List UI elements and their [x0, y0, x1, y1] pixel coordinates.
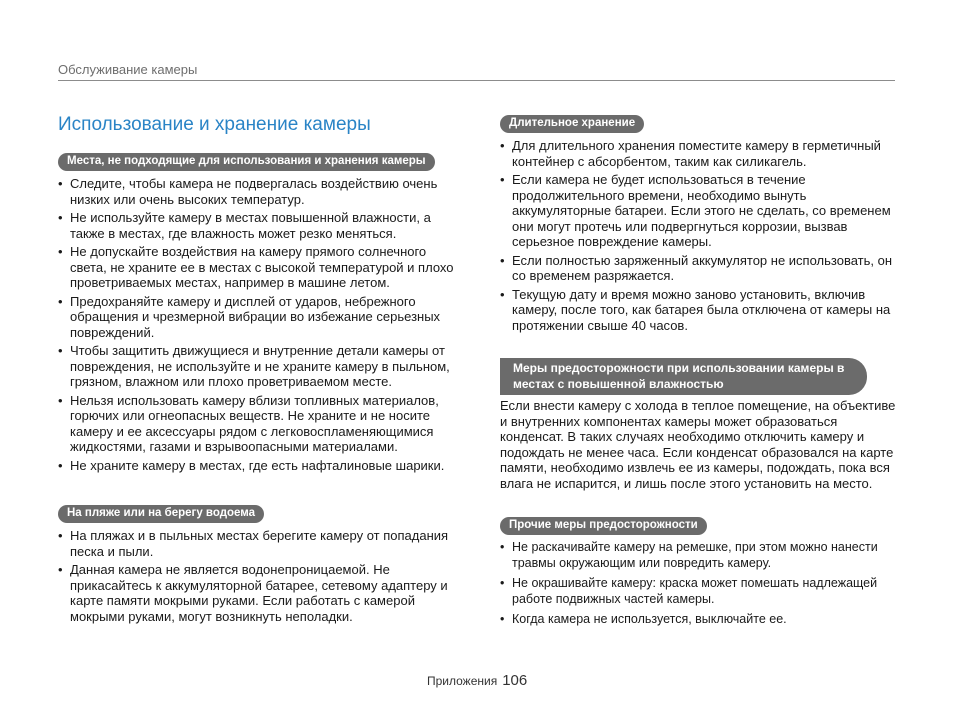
long-storage-list	[500, 138, 900, 333]
running-head: Обслуживание камеры	[58, 62, 198, 77]
list-item: • Предохраняйте камеру и дисплей от ударов, небрежного обращения и чрезмерной вибрации во избежание серьезных повреждений.	[58, 294, 458, 341]
list-item: • Нельзя использовать камеру вблизи топливных материалов, горючих или огнеопасных веществ. Не храните и не носите камеру и ее аксессуары рядом с легковоспламеняющимися жидкостями, газами и взрывоопасными материалами.	[58, 393, 458, 455]
list-item: • Текущую дату и время можно заново установить, включив камеру, после того, как батарея была отключена от камеры на протяжении свыше 40 часов.	[500, 287, 900, 334]
list-item: • Не раскачивайте камеру на ремешке, при этом можно нанести травмы окружающим или повредить камеру.	[500, 540, 900, 571]
list-item: • Если полностью заряженный аккумулятор не использовать, он со временем разряжается.	[500, 253, 900, 284]
unsuitable-places-list	[58, 176, 458, 473]
section-humidity	[500, 358, 900, 491]
list-item: • На пляжах и в пыльных местах берегите камеру от попадания песка и пыли.	[58, 528, 458, 559]
page-number: 106	[502, 672, 528, 689]
section-heading-beach: На пляже или на берегу водоема	[58, 505, 264, 523]
right-column	[500, 113, 900, 633]
section-long-storage	[500, 113, 900, 333]
section-heading-other-precautions: Прочие меры предосторожности	[500, 517, 707, 535]
list-item: • Для длительного хранения поместите камеру в герметичный контейнер с абсорбентом, таким как силикагель.	[500, 138, 900, 169]
section-other-precautions	[500, 515, 900, 628]
page-footer	[427, 672, 527, 689]
list-item: • Не храните камеру в местах, где есть нафталиновые шарики.	[58, 458, 458, 474]
section-unsuitable-places	[58, 151, 458, 473]
page-title: Использование и хранение камеры	[58, 114, 371, 135]
humidity-paragraph: Если внести камеру с холода в теплое помещение, на объективе и внутренних компонентах камеры может образоваться конденсат. В таких случаях необходимо отключить камеру и подождать не менее часа. Если конденсат образовался на карте памяти, необходимо извлечь ее из камеры, подождать, пока вся влага не испарится, и лишь после этого установить на место.	[500, 398, 896, 491]
header-divider	[58, 80, 895, 81]
section-heading-long-storage: Длительное хранение	[500, 115, 644, 133]
list-item: • Чтобы защитить движущиеся и внутренние детали камеры от повреждения, не используйте и не храните камеру в пыльном, грязном, влажном или плохо проветриваемом месте.	[58, 343, 458, 390]
beach-list	[58, 528, 458, 624]
list-item: • Когда камера не используется, выключайте ее.	[500, 612, 900, 628]
other-precautions-list	[500, 540, 900, 628]
list-item: • Не используйте камеру в местах повышенной влажности, а также в местах, где влажность может резко меняться.	[58, 210, 458, 241]
footer-label: Приложения	[427, 674, 498, 688]
left-column	[58, 151, 458, 627]
list-item: • Следите, чтобы камера не подвергалась воздействию очень низких или очень высоких температур.	[58, 176, 458, 207]
list-item: • Если камера не будет использоваться в течение продолжительного времени, необходимо вынуть аккумуляторные батареи. Если этого не сделать, со временем они могут протечь или подвергнуться коррозии, вызвав серьезное повреждение камеры.	[500, 172, 900, 250]
section-beach	[58, 503, 458, 624]
list-item: • Не окрашивайте камеру: краска может помешать надлежащей работе подвижных частей камеры.	[500, 576, 900, 607]
list-item: • Данная камера не является водонепроницаемой. Не прикасайтесь к аккумуляторной батарее, сетевому адаптеру и карте памяти мокрыми руками. Если работать с камерой мокрыми руками, могут возникнуть неполадки.	[58, 562, 458, 624]
section-heading-unsuitable-places: Места, не подходящие для использования и хранения камеры	[58, 153, 435, 171]
list-item: • Не допускайте воздействия на камеру прямого солнечного света, не храните ее в местах с высокой температурой и плохо проветриваемых местах, например в машине летом.	[58, 244, 458, 291]
section-heading-humidity: Меры предосторожности при использовании камеры в местах с повышенной влажностью	[500, 358, 867, 395]
